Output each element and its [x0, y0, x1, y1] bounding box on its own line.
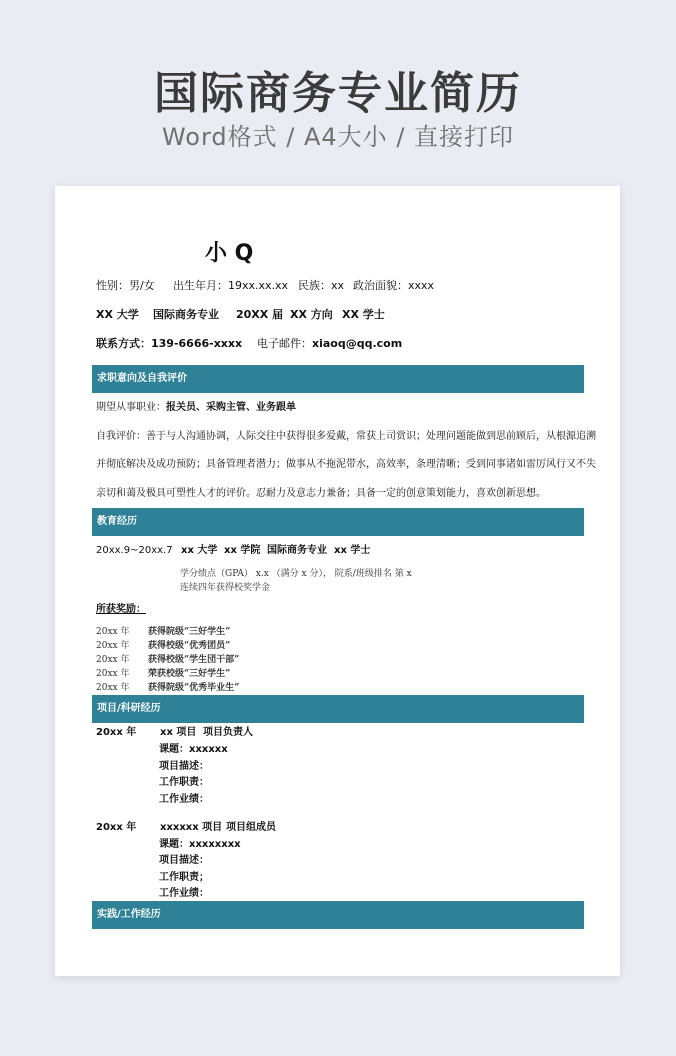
- job-intention-value: 报关员、采购主管、业务跟单: [166, 402, 296, 413]
- edu-scholarship: 连续四年获得校奖学金: [180, 583, 271, 593]
- ethnicity-field: 民族：xx: [298, 279, 345, 292]
- award-text: 获得校级“优秀团员”: [148, 641, 231, 651]
- project-result: 工作业绩：: [159, 888, 209, 899]
- project-role: 项目负责人: [203, 727, 253, 738]
- edu-degree: xx 学士: [334, 545, 371, 556]
- award-year: 20xx 年: [96, 641, 130, 651]
- page-subtitle: Word格式 / A4大小 / 直接打印: [161, 123, 515, 151]
- self-eval-line-3: 亲切和蔼及极具可塑性人才的评价。忍耐力及意志力兼备；具备一定的创意策划能力，喜欢创新思想。: [96, 488, 546, 499]
- edu-gpa: 学分绩点（GPA） x.x （满分 x 分）， 院系/班级排名 第 x: [180, 569, 412, 579]
- project-duty: 工作职责：: [159, 777, 209, 788]
- job-intention-label: 期望从事职业：: [96, 402, 166, 413]
- project-year: 20xx 年: [96, 822, 137, 833]
- award-year: 20xx 年: [96, 683, 130, 693]
- award-year: 20xx 年: [96, 627, 130, 637]
- award-text: 获得校级“学生団干部”: [148, 655, 240, 665]
- award-year: 20xx 年: [96, 655, 130, 665]
- degree: XX 学士: [342, 308, 385, 321]
- project-duty: 工作职责；: [159, 872, 209, 883]
- class-year: 20XX 届: [236, 308, 284, 321]
- edu-college: xx 学院: [224, 545, 261, 556]
- job-intention: [96, 400, 296, 416]
- award-year: 20xx 年: [96, 669, 130, 679]
- resume-paper: [55, 186, 620, 976]
- edu-major: 国际商务专业: [267, 545, 327, 556]
- edu-school: xx 大学: [181, 545, 218, 556]
- page-title: 国际商务专业简历: [154, 68, 522, 119]
- candidate-name: 小 Q: [205, 241, 254, 266]
- award-text: 荣获校级“三好学生”: [148, 669, 231, 679]
- major-name: 国际商务专业: [153, 308, 219, 321]
- email-value: xiaoq@qq.com: [312, 337, 403, 350]
- self-eval-line-2: 并彻底解决及成功预防；具备管理者潜力；做事从不拖泥带水，高效率，条理清晰；受到同事诸如雷厉风行又不失: [96, 459, 596, 470]
- project-name: xxxxxx 项目: [160, 822, 223, 833]
- politics-field: 政治面貌：xxxx: [353, 279, 435, 292]
- project-topic: 课题：xxxxxx: [159, 744, 228, 755]
- project-role: 项目组成员: [226, 822, 276, 833]
- section-header-practice: 实践/工作经历: [92, 901, 584, 929]
- section-header-intention: 求职意向及自我评价: [92, 365, 584, 393]
- contact-phone: 联系方式：139-6666-xxxx: [96, 337, 243, 350]
- project-year: 20xx 年: [96, 727, 137, 738]
- project-desc: 项目描述：: [159, 761, 209, 772]
- awards-title: 所获奖励：: [96, 604, 146, 615]
- project-desc: 项目描述：: [159, 855, 209, 866]
- section-header-education: 教育经历: [92, 508, 584, 536]
- birth-field: 出生年月：19xx.xx.xx: [173, 279, 289, 292]
- self-eval-line-1: 自我评价：善于与人沟通协调，人际交往中获得很多爱戴，常获上司赏识；处理问题能做到思前顾后，从根源追溯: [96, 431, 596, 442]
- award-text: 获得院级“优秀毕业生”: [148, 683, 240, 693]
- project-result: 工作业绩：: [159, 794, 209, 805]
- section-header-projects: 项目/科研经历: [92, 695, 584, 723]
- email-label: 电子邮件：: [257, 337, 312, 350]
- gender-field: 性别：男/女: [96, 279, 155, 292]
- school-name: XX 大学: [96, 308, 139, 321]
- project-name: xx 项目: [160, 727, 197, 738]
- direction: XX 方向: [290, 308, 333, 321]
- award-text: 获得院级“三好学生”: [148, 627, 231, 637]
- project-topic: 课题：xxxxxxxx: [159, 839, 241, 850]
- edu-period: 20xx.9~20xx.7: [96, 545, 173, 556]
